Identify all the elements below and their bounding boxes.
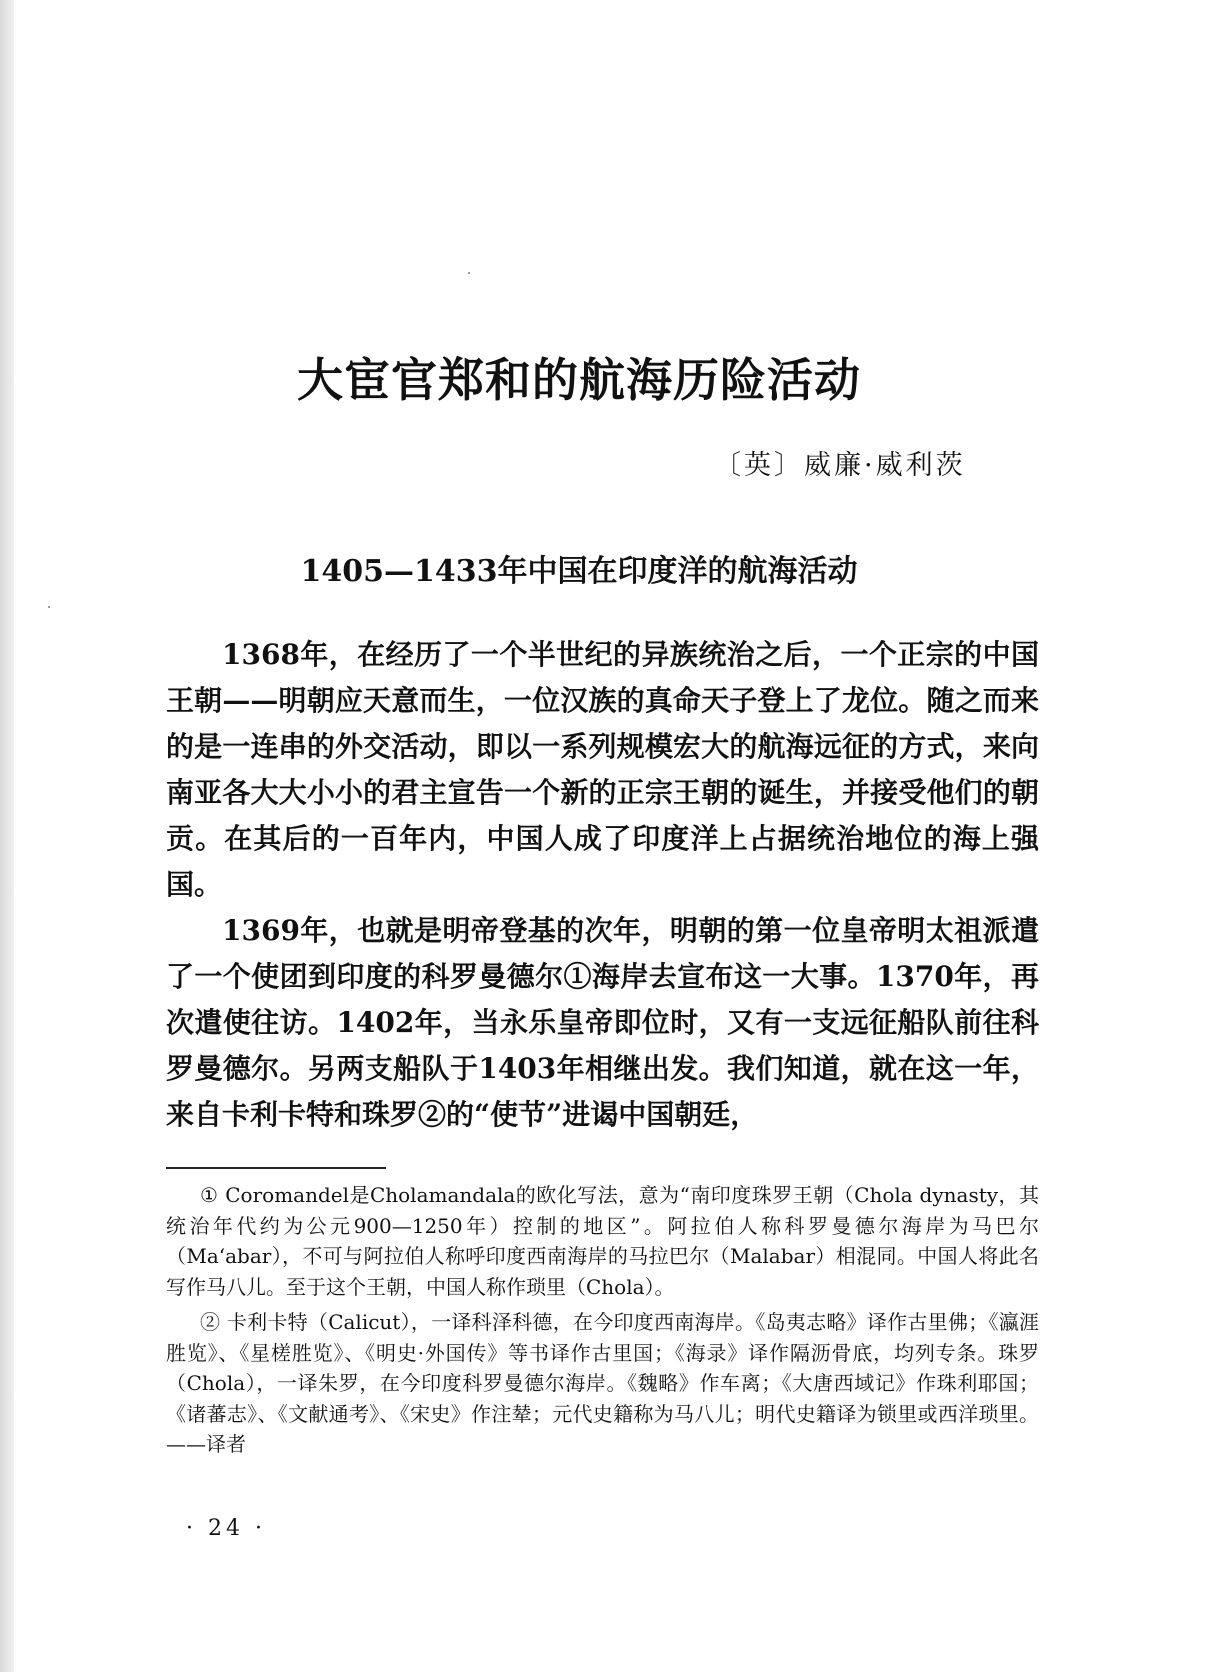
page-number: · 24 · [186,1516,266,1541]
book-page [14,0,1206,1672]
footnote: ② 卡利卡特（Calicut），一译科泽科德，在今印度西南海岸。《岛夷志略》译作古里佛；《瀛涯胜览》、《星槎胜览》、《明史·外国传》等书译作古里国；《海录》译作隔沥骨底，均列专条。珠罗（Chola），一译朱罗，在今印度科罗曼德尔海岸。《魏略》作车离；《大唐西域记》作珠利耶国；《诸蕃志》、《文献通考》、《宋史》作注辇；元代史籍称为马八儿；明代史籍译为锁里或西洋琐里。——译者 [166,1310,1039,1456]
paragraph: 1369年，也就是明帝登基的次年，明朝的第一位皇帝明太祖派遣了一个使团到印度的科罗曼德尔①海岸去宣布这一大事。1370年，再次遣使往访。1402年，当永乐皇帝即位时，又有一支远征船队前往科罗曼德尔。另两支船队于1403年相继出发。我们知道，就在这一年，来自卡利卡特和珠罗②的“使节”进谒中国朝廷， [166,914,1039,1131]
section-subtitle: 1405—1433年中国在印度洋的航海活动 [300,554,858,589]
paragraph: 1368年，在经历了一个半世纪的异族统治之后，一个正宗的中国王朝——明朝应天意而生，一位汉族的真命天子登上了龙位。随之而来的是一连串的外交活动，即以一系列规模宏大的航海远征的方式，来向南亚各大大小小的君主宣告一个新的正宗王朝的诞生，并接受他们的朝贡。在其后的一百年内，中国人成了印度洋上占据统治地位的海上强国。 [166,638,1039,901]
author-byline: 〔英〕威廉·威利茨 [714,450,966,481]
scan-speck [48,606,50,608]
footnotes [166,1180,1039,1465]
footnote: ① Coromandel是Cholamandala的欧化写法，意为“南印度珠罗王朝（Chola dynasty，其统治年代约为公元900—1250年）控制的地区”。阿拉伯人称科罗曼德尔海岸为马巴尔（Ma‘abar），不可与阿拉伯人称呼印度西南海岸的马拉巴尔（Malabar）相混同。中国人将此名写作马八儿。至于这个王朝，中国人称作琐里（Chola）。 [166,1183,1039,1299]
page-gutter-shadow [0,0,14,1672]
body-text [166,632,1039,1138]
article-title: 大宦官郑和的航海历险活动 [297,353,861,407]
scan-speck [468,272,470,274]
footnote-divider [166,1167,386,1169]
